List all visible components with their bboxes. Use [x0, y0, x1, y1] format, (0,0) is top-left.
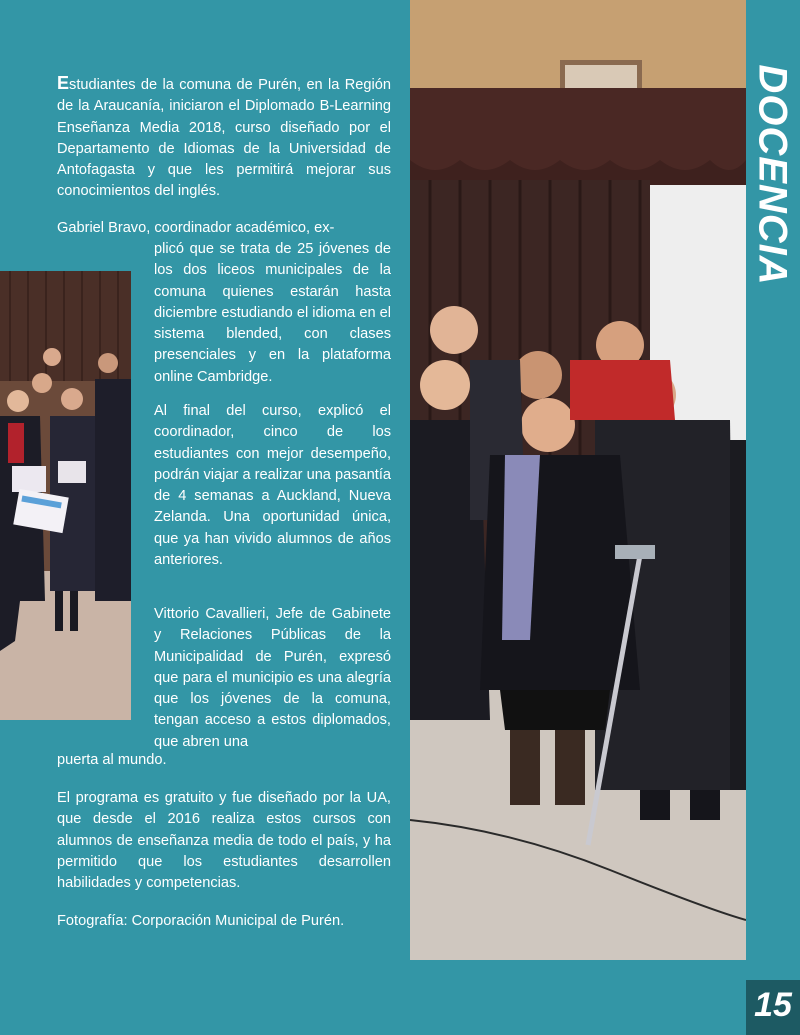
- intro-text: studiantes de la comuna de Purén, en la Región de la Araucanía, iniciaron el Diplomado B-Learning Enseñanza Media 2018, curso diseñado por el Departamento de Idiomas de la Universidad de Antofagasta y que les permitirá mejorar sus conocimientos del inglés.: [57, 77, 391, 200]
- photo-credit: Fotografía: Corporación Municipal de Purén.: [57, 913, 345, 929]
- students-photo-illustration: [0, 271, 131, 720]
- paragraph-municipality: Vittorio Cavallieri, Jefe de Gabinete y Relaciones Públicas de la Municipalidad de Purén, expresó que para el municipio es una alegría que los jóvenes de la comuna, tengan acceso a estos diplomados, que abren una: [154, 606, 391, 750]
- paragraph-coordinator-first-line: Gabriel Bravo, coordinador académico, ex-: [57, 220, 335, 236]
- group-photo: [410, 0, 746, 960]
- group-photo-illustration: [410, 0, 746, 960]
- drop-cap: E: [57, 73, 70, 93]
- students-photo: [0, 271, 131, 720]
- page-number: 15: [754, 986, 792, 1024]
- paragraph-program: El programa es gratuito y fue diseñado por la UA, que desde el 2016 realiza estos cursos con alumnos de enseñanza media de todo el país, y ha permitido que los estudiantes desarrollen habilidades y competencias.: [57, 790, 391, 892]
- page-number-box: [746, 980, 800, 1035]
- section-label: [748, 64, 796, 286]
- paragraph-municipality-last-line: puerta al mundo.: [57, 752, 167, 768]
- paragraph-internship: Al final del curso, explicó el coordinador, cinco de los estudiantes con mejor desempeño, podrán viajar a realizar una pasantía de 4 semanas a Auckland, Nueva Zelanda. Una oportunidad única, que ya han vivido alumnos de años anteriores.: [154, 403, 391, 569]
- section-label-text: DOCENCIA: [750, 64, 795, 286]
- paragraph-intro: [57, 73, 391, 203]
- paragraph-coordinator: plicó que se trata de 25 jóvenes de los dos liceos municipales de la comuna quienes estarán hasta diciembre estudiando el idioma en el sistema blended, con clases presenciales y en la plataforma online Cambridge.: [154, 241, 391, 385]
